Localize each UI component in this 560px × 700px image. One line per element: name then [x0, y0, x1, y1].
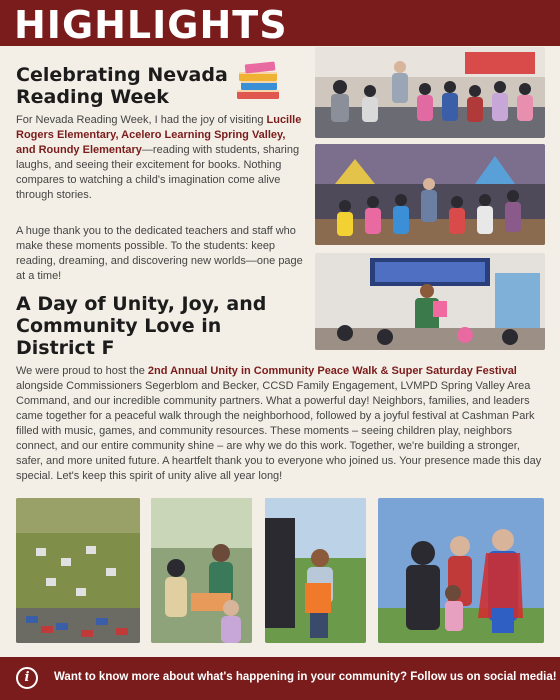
footer-social-text: Want to know more about what's happening in your community? Follow us on social media! [54, 671, 557, 683]
books-icon [233, 60, 283, 102]
photo-classroom-group [315, 47, 545, 138]
event-name: 2nd Annual Unity in Community Peace Walk & Super Saturday Festival [147, 365, 517, 377]
section-title-unity: A Day of Unity, Joy, and Community Love in District F [16, 293, 267, 359]
thank-you-paragraph: A huge thank you to the dedicated teachers and staff who make these moments possible. To the students: keep reading, dreaming, and discovering new worlds—one page at a time! [16, 225, 303, 282]
banner-title: HIGHLIGHTS [14, 3, 288, 47]
photo-reading-to-class [315, 253, 545, 350]
reading-week-paragraph: For Nevada Reading Week, I had the joy of visiting Lucille Rogers Elementary, Acelero Learning Spring Valley, and Roundy Elementary—reading with students, sharing laughs, and seeing their excitement for books. Nothing compares to watching a child's imagination come alive through stories. [16, 114, 302, 201]
photo-library-group [315, 144, 545, 245]
photo-child-with-bucket [265, 498, 366, 643]
highlights-banner [0, 0, 560, 46]
footer-bar [0, 657, 560, 700]
photo-superheroes [378, 498, 544, 643]
photo-festival-aerial [16, 498, 140, 643]
unity-paragraph: We were proud to host the 2nd Annual Unity in Community Peace Walk & Super Saturday Festival alongside Commissioners Segerblom and Becker, CCSD Family Engagement, LVMPD Spring Valley Area Command, and our incredible community partners. What a powerful day! Neighbors, families, and leaders came together for a peaceful walk through the neighborhood, followed by a joyful festival at Cashman Park filled with music, games, and community resources. These moments – seeing children play, neighbors connect, and our entire community shine – are why we do this work. Together, we're building a stronger, safer, and more united future. A heartfelt thank you to everyone who joined us. Your presence made this day special. Let's keep this spirit of unity alive all year long! [16, 365, 542, 482]
photo-kids-activity [151, 498, 252, 643]
section-title-reading-week: Celebrating Nevada Reading Week [16, 64, 228, 108]
info-icon: i [16, 667, 38, 689]
school-names: Lucille Rogers Elementary, Acelero Learning Spring Valley, and Roundy Elementary [16, 114, 302, 156]
